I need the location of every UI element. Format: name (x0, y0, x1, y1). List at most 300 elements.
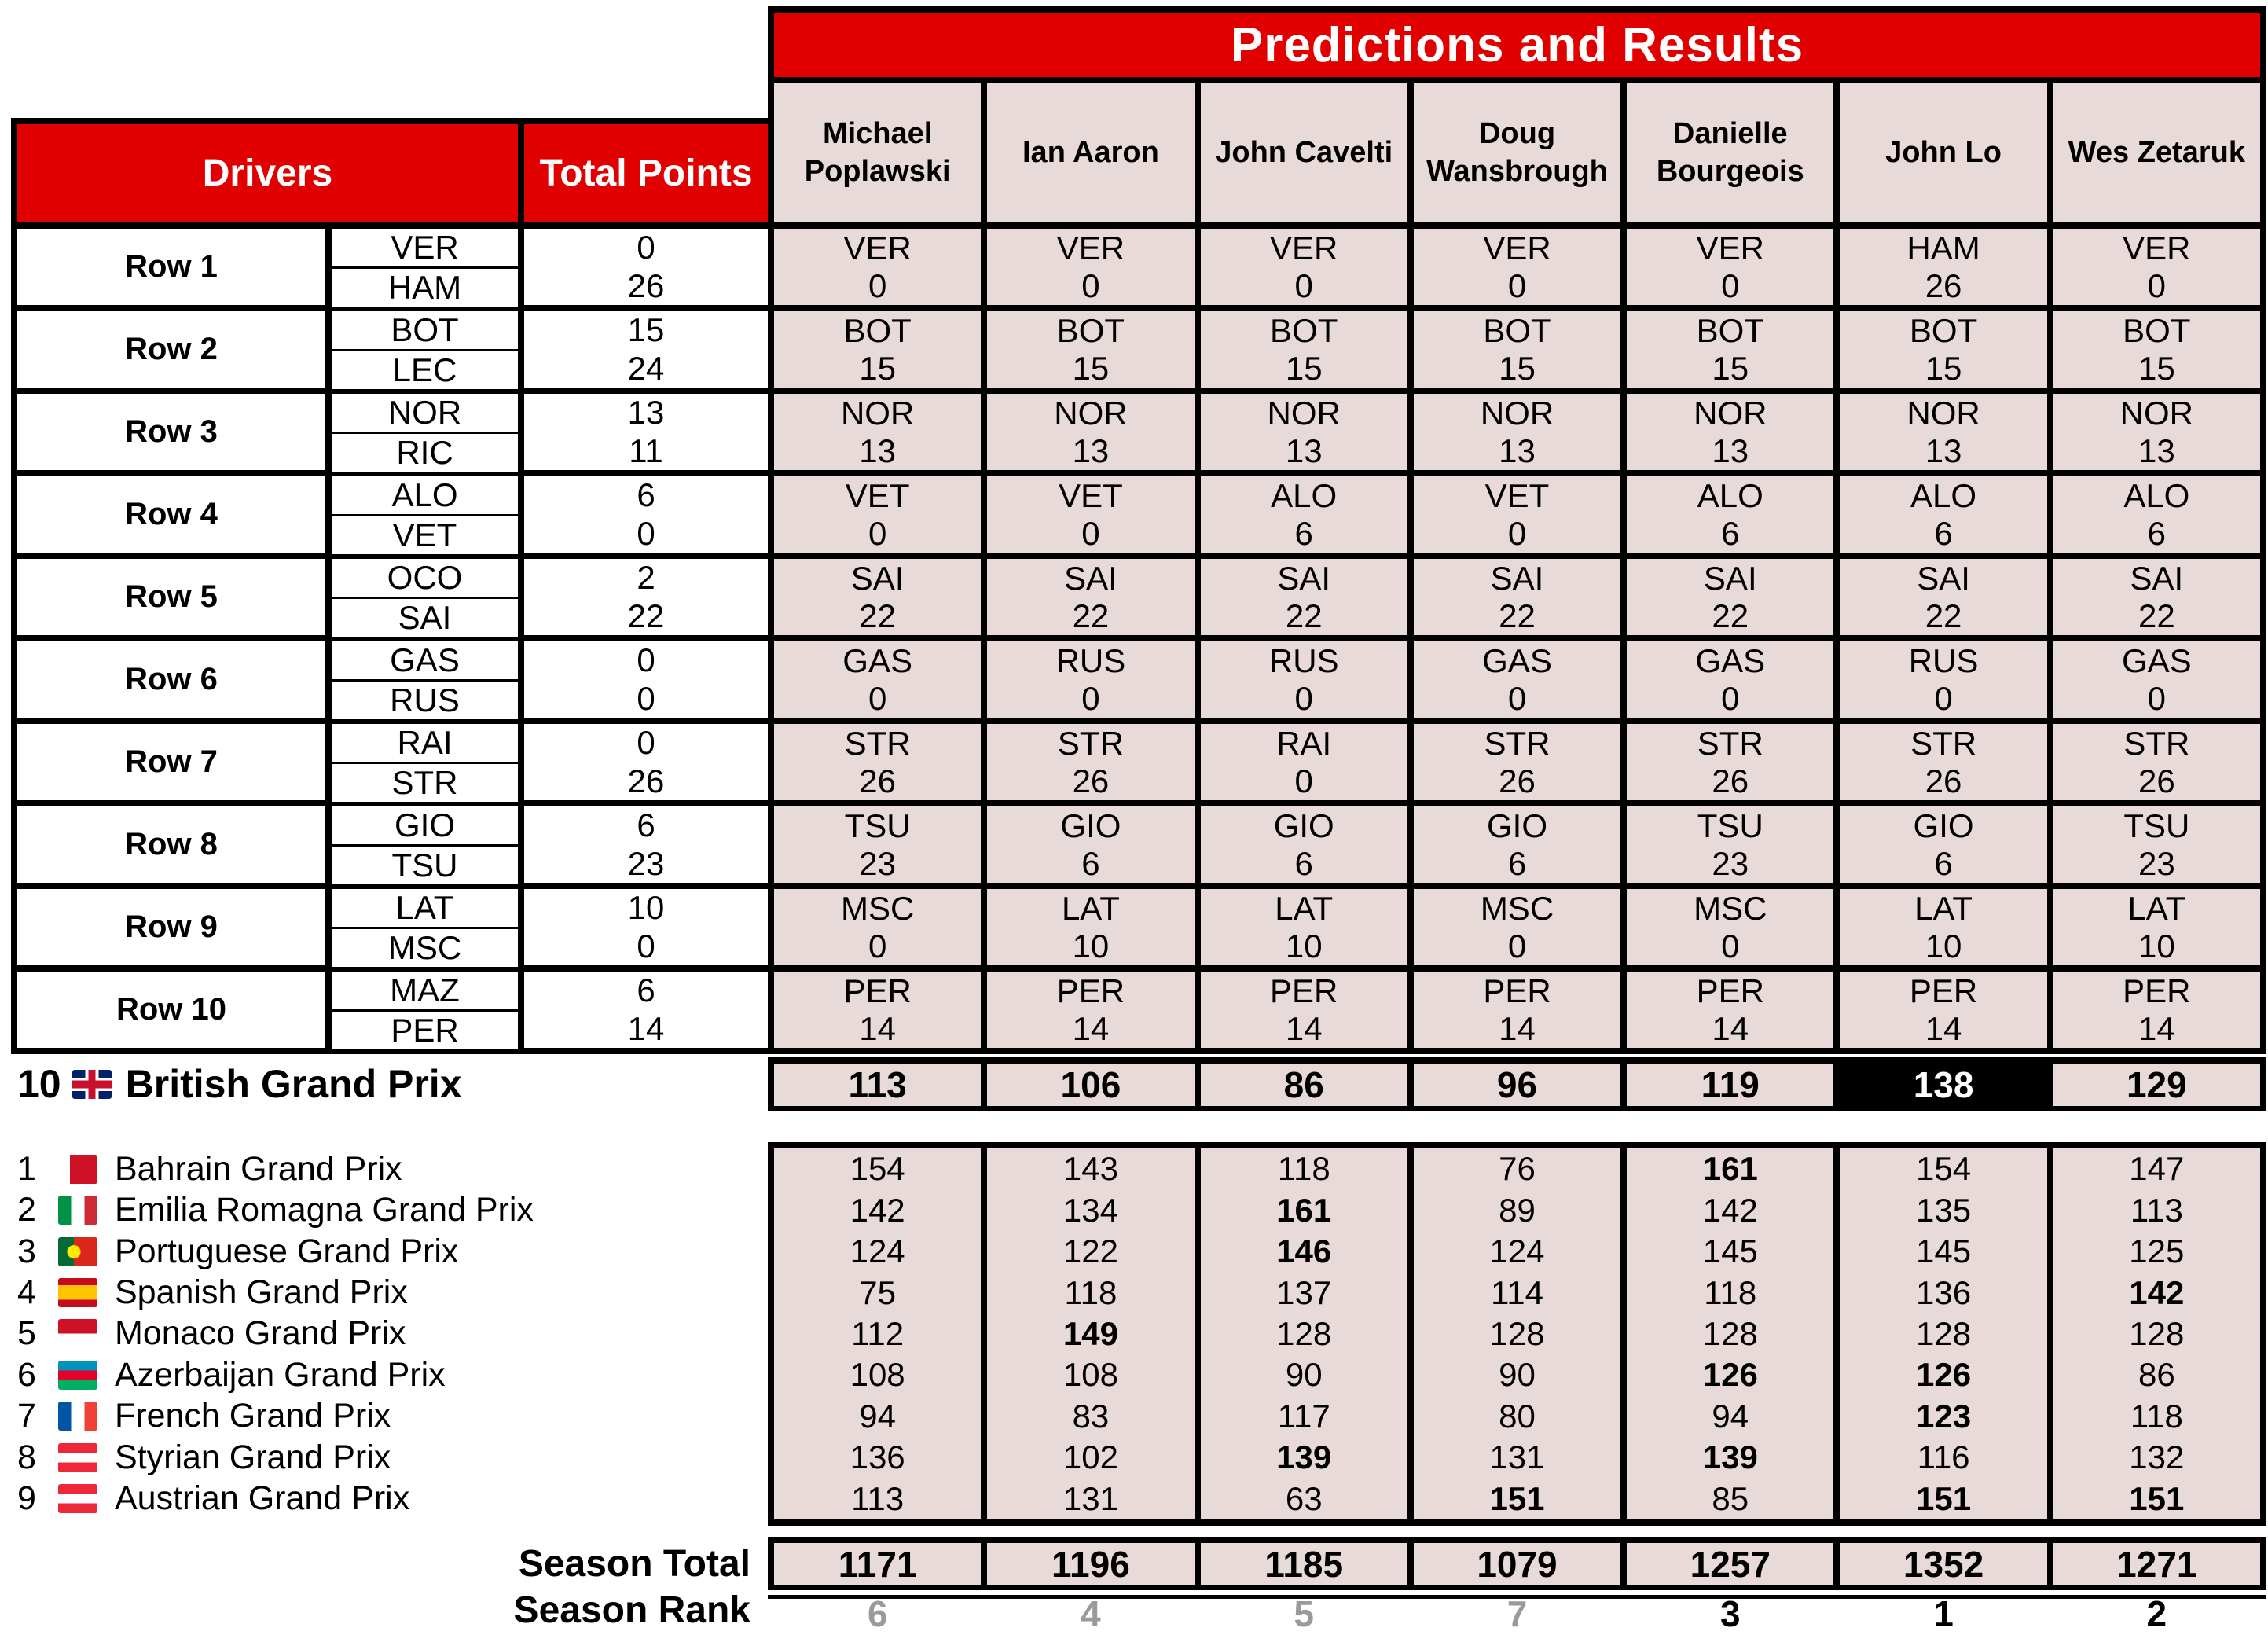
prediction-cell (1627, 394, 1833, 470)
driver-total-points (524, 476, 768, 553)
driver-code: HAM (332, 269, 518, 307)
prediction-cell (1840, 724, 2046, 800)
race-score: 136 (850, 1438, 905, 1476)
race-score: 147 (2129, 1150, 2185, 1188)
prediction-points: 14 (2138, 1009, 2175, 1047)
points-value: 10 (627, 889, 665, 927)
race-score: 118 (1064, 1273, 1117, 1311)
race-score: 134 (1062, 1191, 1118, 1229)
prediction-driver-code: PER (843, 972, 912, 1009)
driver-code: NOR (332, 394, 518, 432)
prediction-points: 6 (1294, 514, 1313, 552)
prediction-cell (1627, 311, 1833, 388)
race-name: Austrian Grand Prix (115, 1479, 410, 1518)
race-score: 142 (850, 1191, 905, 1229)
prediction-driver-code: NOR (1054, 394, 1128, 432)
race-score: 89 (1499, 1191, 1536, 1229)
row-group-label: Row 3 (17, 394, 325, 470)
race-score: 113 (2130, 1191, 2183, 1229)
race-total-highlighted: 138 (1840, 1064, 2046, 1106)
prediction-driver-code: BOT (2123, 311, 2191, 349)
race-score: 128 (1702, 1314, 1758, 1352)
prediction-points: 22 (1499, 597, 1536, 634)
race-score: 124 (1489, 1233, 1545, 1270)
prediction-cell (1627, 559, 1833, 635)
driver-code: GAS (332, 641, 518, 679)
prediction-cell (2053, 724, 2260, 800)
prediction-driver-code: VER (1483, 229, 1551, 266)
race-row (17, 1189, 764, 1230)
race-row (17, 1479, 764, 1519)
driver-total-points (524, 394, 768, 470)
points-value: 13 (627, 394, 665, 432)
drivers-table (11, 118, 774, 1054)
prediction-driver-code: TSU (2123, 806, 2190, 844)
driver-code: BOT (332, 311, 518, 349)
prediction-points: 10 (2138, 927, 2175, 964)
prediction-cell (2053, 476, 2260, 553)
current-race-name: British Grand Prix (125, 1062, 462, 1106)
prediction-driver-code: SAI (850, 559, 905, 597)
race-score: 118 (2130, 1397, 2183, 1435)
race-score: 122 (1062, 1233, 1118, 1270)
prediction-cell (987, 724, 1194, 800)
prediction-driver-code: VER (843, 229, 912, 266)
prediction-cell (1414, 559, 1620, 635)
prediction-driver-code: BOT (1056, 311, 1125, 349)
prediction-points: 0 (1507, 927, 1527, 964)
prediction-driver-code: GAS (1482, 641, 1552, 679)
prediction-points: 13 (1285, 432, 1323, 469)
prediction-driver-code: BOT (843, 311, 912, 349)
current-race-label (17, 1057, 764, 1111)
driver-code-stack (332, 394, 518, 470)
prediction-cell (1627, 724, 1833, 800)
driver-total-points (524, 311, 768, 388)
points-value: 0 (637, 641, 655, 679)
prediction-driver-code: SAI (1703, 559, 1757, 597)
flag-bh-icon (58, 1155, 97, 1184)
prediction-driver-code: SAI (1064, 559, 1117, 597)
driver-code: LAT (332, 889, 518, 927)
prediction-cell (774, 229, 981, 305)
season-total-label: Season Total (518, 1542, 750, 1585)
points-value: 26 (627, 762, 665, 799)
prediction-points: 23 (1712, 844, 1749, 882)
prediction-points: 0 (868, 514, 887, 552)
points-value: 23 (627, 844, 665, 882)
prediction-driver-code: NOR (840, 394, 915, 432)
driver-code: MSC (332, 929, 518, 967)
points-value: 0 (637, 927, 655, 964)
prediction-driver-code: STR (844, 724, 911, 762)
race-total: 106 (987, 1064, 1194, 1106)
prediction-cell (1201, 229, 1407, 305)
race-score-best: 139 (1702, 1438, 1758, 1476)
race-number: 9 (17, 1479, 36, 1518)
race-score-best: 126 (1916, 1356, 1972, 1394)
season-total-value: 1185 (1201, 1543, 1407, 1585)
prediction-cell (774, 476, 981, 553)
season-total-value: 1271 (2053, 1543, 2260, 1585)
prediction-driver-code: PER (2123, 972, 2191, 1009)
race-score: 128 (1489, 1314, 1545, 1352)
prediction-cell (774, 724, 981, 800)
prediction-driver-code: PER (1270, 972, 1338, 1009)
race-number: 1 (17, 1149, 36, 1188)
prediction-driver-code: RUS (1268, 641, 1339, 679)
prediction-cell (774, 641, 981, 718)
race-score: 63 (1285, 1479, 1323, 1517)
driver-code: RAI (332, 724, 518, 762)
prediction-points: 26 (1499, 762, 1536, 799)
player-header: John Lo (1840, 83, 2046, 222)
race-row (17, 1231, 764, 1272)
row-group-label: Row 6 (17, 641, 325, 718)
prediction-driver-code: SAI (1490, 559, 1544, 597)
prediction-cell (2053, 889, 2260, 965)
race-score: 145 (1916, 1233, 1972, 1270)
prediction-driver-code: VER (2123, 229, 2191, 266)
prediction-driver-code: LAT (1061, 889, 1120, 927)
prediction-driver-code: RAI (1276, 724, 1332, 762)
prediction-cell (1201, 889, 1407, 965)
prediction-cell (1840, 229, 2046, 305)
prediction-points: 26 (1925, 266, 1962, 304)
prediction-points: 14 (1925, 1009, 1962, 1047)
prediction-cell (774, 559, 981, 635)
driver-code-stack (332, 889, 518, 965)
race-score: 131 (1489, 1438, 1545, 1476)
prediction-points: 0 (1934, 679, 1953, 717)
points-value: 6 (637, 972, 655, 1009)
player-header: John Cavelti (1201, 83, 1407, 222)
prediction-cell (1201, 641, 1407, 718)
prediction-cell (987, 394, 1194, 470)
prediction-points: 26 (1712, 762, 1749, 799)
prediction-driver-code: PER (1909, 972, 1978, 1009)
race-row (17, 1314, 764, 1354)
flag-fr-icon (58, 1402, 97, 1431)
prediction-driver-code: GAS (842, 641, 912, 679)
prediction-points: 26 (859, 762, 896, 799)
race-score: 128 (2129, 1314, 2185, 1352)
race-number: 7 (17, 1397, 36, 1435)
prediction-points: 22 (2138, 597, 2175, 634)
prediction-driver-code: PER (1483, 972, 1551, 1009)
predictions-banner: Predictions and Results (774, 13, 2260, 77)
prediction-cell (987, 889, 1194, 965)
prediction-cell (1627, 889, 1833, 965)
prediction-cell (1414, 724, 1620, 800)
prediction-cell (774, 806, 981, 883)
prediction-points: 0 (1507, 266, 1527, 304)
race-score: 131 (1062, 1479, 1118, 1517)
season-rank-value: 7 (1506, 1593, 1528, 1634)
prediction-cell (1627, 229, 1833, 305)
season-total-value: 1352 (1840, 1543, 2046, 1585)
prediction-cell (1840, 311, 2046, 388)
prediction-points: 10 (1072, 927, 1110, 964)
flag-mc-icon (58, 1319, 97, 1348)
prediction-driver-code: GIO (1273, 806, 1334, 844)
player-header: Michael Poplawski (774, 83, 981, 222)
prediction-driver-code: TSU (1697, 806, 1763, 844)
driver-code: VER (332, 229, 518, 266)
points-value: 0 (637, 724, 655, 762)
row-group-label: Row 10 (17, 972, 325, 1048)
flag-pt-icon (58, 1237, 97, 1266)
prediction-cell (2053, 559, 2260, 635)
prediction-cell (774, 394, 981, 470)
race-score-best: 146 (1276, 1233, 1332, 1270)
predictions-table (768, 6, 2266, 1054)
prediction-driver-code: NOR (1694, 394, 1767, 432)
race-score-best: 151 (1916, 1479, 1972, 1517)
prediction-driver-code: VER (1270, 229, 1338, 266)
player-race-scores-column (774, 1148, 981, 1519)
race-score: 128 (1276, 1314, 1332, 1352)
race-total: 113 (774, 1064, 981, 1106)
race-score: 117 (1277, 1397, 1330, 1435)
prediction-driver-code: GAS (1695, 641, 1766, 679)
total-points-header: Total Points (524, 124, 768, 222)
points-value: 2 (637, 559, 655, 597)
prediction-driver-code: VET (845, 476, 910, 514)
points-value: 26 (627, 266, 665, 304)
prediction-points: 22 (1712, 597, 1749, 634)
race-score: 113 (851, 1479, 905, 1517)
prediction-cell (987, 806, 1194, 883)
prediction-points: 6 (1721, 514, 1740, 552)
current-race-totals-row (768, 1057, 2266, 1111)
prediction-cell (987, 641, 1194, 718)
race-total: 129 (2053, 1064, 2260, 1106)
player-race-scores-column (2053, 1148, 2260, 1519)
prediction-points: 13 (1712, 432, 1749, 469)
prediction-points: 22 (1925, 597, 1962, 634)
race-number: 5 (17, 1314, 36, 1353)
prediction-points: 0 (868, 927, 887, 964)
prediction-driver-code: STR (1484, 724, 1551, 762)
prediction-points: 0 (2147, 679, 2167, 717)
prediction-cell (1201, 311, 1407, 388)
race-row (17, 1354, 764, 1395)
race-score: 118 (1704, 1273, 1757, 1311)
prediction-points: 0 (1507, 679, 1527, 717)
player-race-scores-column (1627, 1148, 1833, 1519)
prediction-points: 10 (1925, 927, 1962, 964)
race-score-best: 151 (2129, 1479, 2185, 1517)
prediction-cell (1414, 641, 1620, 718)
race-score: 102 (1062, 1438, 1118, 1476)
race-row (17, 1396, 764, 1437)
season-total-value: 1196 (987, 1543, 1194, 1585)
prediction-driver-code: LAT (2127, 889, 2186, 927)
prediction-driver-code: TSU (844, 806, 911, 844)
prediction-driver-code: BOT (1909, 311, 1978, 349)
race-score: 108 (1062, 1356, 1118, 1394)
prediction-points: 6 (1934, 514, 1953, 552)
prediction-driver-code: NOR (1907, 394, 1980, 432)
prediction-driver-code: GAS (2121, 641, 2192, 679)
prediction-points: 15 (1285, 349, 1323, 387)
prediction-cell (1414, 476, 1620, 553)
prediction-points: 0 (868, 266, 887, 304)
race-score: 85 (1712, 1479, 1749, 1517)
race-score: 90 (1285, 1356, 1323, 1394)
driver-total-points (524, 806, 768, 883)
points-value: 0 (637, 514, 655, 552)
prediction-driver-code: NOR (2119, 394, 2194, 432)
prediction-points: 14 (1712, 1009, 1749, 1047)
prediction-driver-code: STR (2123, 724, 2190, 762)
race-score: 114 (1491, 1273, 1543, 1311)
prediction-points: 13 (1072, 432, 1110, 469)
points-value: 0 (637, 679, 655, 717)
prediction-driver-code: BOT (1483, 311, 1551, 349)
race-score: 112 (851, 1314, 905, 1352)
prediction-cell (2053, 806, 2260, 883)
driver-code: MAZ (332, 972, 518, 1009)
prediction-cell (1201, 476, 1407, 553)
driver-code: OCO (332, 559, 518, 597)
race-number: 4 (17, 1273, 36, 1312)
prediction-points: 0 (1721, 679, 1740, 717)
player-race-scores-column (987, 1148, 1194, 1519)
race-total: 119 (1627, 1064, 1833, 1106)
prediction-driver-code: ALO (1910, 476, 1977, 514)
prediction-cell (1201, 972, 1407, 1048)
flag-at-icon (58, 1443, 97, 1472)
prediction-points: 0 (1294, 762, 1313, 799)
race-score: 86 (2138, 1356, 2175, 1394)
prediction-cell (774, 311, 981, 388)
prediction-cell (1414, 311, 1620, 388)
prediction-cell (2053, 641, 2260, 718)
prediction-points: 0 (2147, 266, 2167, 304)
prediction-cell (987, 972, 1194, 1048)
prediction-points: 6 (1081, 844, 1100, 882)
prediction-driver-code: BOT (1696, 311, 1764, 349)
prediction-driver-code: ALO (1697, 476, 1763, 514)
driver-total-points (524, 559, 768, 635)
prediction-driver-code: SAI (1277, 559, 1331, 597)
prediction-cell (987, 476, 1194, 553)
season-rank-value: 2 (2146, 1593, 2167, 1634)
prediction-cell (1627, 641, 1833, 718)
prediction-driver-code: VER (1696, 229, 1764, 266)
prediction-points: 26 (1072, 762, 1110, 799)
race-score: 154 (1916, 1150, 1972, 1188)
driver-total-points (524, 724, 768, 800)
driver-total-points (524, 889, 768, 965)
driver-code-stack (332, 229, 518, 305)
season-rank-label: Season Rank (513, 1589, 750, 1631)
race-name: Portuguese Grand Prix (115, 1232, 459, 1270)
prediction-points: 0 (1721, 266, 1740, 304)
prediction-driver-code: ALO (1271, 476, 1338, 514)
prediction-cell (1201, 724, 1407, 800)
race-number: 3 (17, 1232, 36, 1270)
prediction-points: 0 (868, 679, 887, 717)
prediction-cell (1840, 889, 2046, 965)
flag-at-icon (58, 1484, 97, 1513)
player-header: Doug Wansbrough (1414, 83, 1620, 222)
driver-code: RUS (332, 682, 518, 719)
prediction-driver-code: RUS (1055, 641, 1126, 679)
race-total: 96 (1414, 1064, 1620, 1106)
prediction-points: 0 (1721, 927, 1740, 964)
prediction-points: 15 (2138, 349, 2175, 387)
flag-es-icon (58, 1278, 97, 1307)
prediction-cell (1627, 476, 1833, 553)
prediction-driver-code: VET (1059, 476, 1123, 514)
season-totals-row (768, 1537, 2266, 1590)
prediction-points: 0 (1081, 266, 1100, 304)
race-score: 118 (1277, 1150, 1330, 1188)
prediction-points: 22 (859, 597, 896, 634)
race-name: Bahrain Grand Prix (115, 1149, 402, 1188)
player-header: Danielle Bourgeois (1627, 83, 1833, 222)
points-value: 11 (629, 432, 663, 469)
prediction-points: 0 (1081, 679, 1100, 717)
prediction-driver-code: HAM (1907, 229, 1980, 266)
points-value: 6 (637, 806, 655, 844)
prediction-cell (1414, 889, 1620, 965)
prediction-points: 14 (1285, 1009, 1323, 1047)
prediction-cell (1201, 559, 1407, 635)
driver-code-stack (332, 972, 518, 1048)
points-value: 6 (637, 476, 655, 514)
prediction-points: 6 (2147, 514, 2167, 552)
prediction-points: 23 (2138, 844, 2175, 882)
driver-code: VET (332, 516, 518, 554)
prediction-driver-code: GIO (1060, 806, 1121, 844)
prediction-driver-code: MSC (1694, 889, 1767, 927)
prediction-points: 0 (1507, 514, 1527, 552)
race-score-best: 139 (1276, 1438, 1332, 1476)
season-rank-value: 1 (1933, 1593, 1954, 1634)
prediction-cell (1840, 806, 2046, 883)
race-score: 145 (1702, 1233, 1758, 1270)
prediction-cell (1414, 972, 1620, 1048)
race-name: Spanish Grand Prix (115, 1273, 408, 1312)
driver-code: RIC (332, 434, 518, 472)
prediction-cell (2053, 394, 2260, 470)
prediction-points: 6 (1294, 844, 1313, 882)
race-score: 108 (850, 1356, 905, 1394)
driver-total-points (524, 972, 768, 1048)
race-row (17, 1148, 764, 1189)
season-rank-value: 6 (867, 1593, 888, 1634)
prediction-points: 15 (1499, 349, 1536, 387)
race-name: Emilia Romagna Grand Prix (115, 1191, 534, 1229)
race-score-best: 126 (1702, 1356, 1758, 1394)
row-group-label: Row 9 (17, 889, 325, 965)
race-score: 124 (850, 1233, 905, 1270)
race-score: 142 (1702, 1191, 1758, 1229)
prediction-cell (2053, 229, 2260, 305)
season-rank-value: 3 (1719, 1593, 1741, 1634)
driver-code-stack (332, 559, 518, 635)
prediction-points: 22 (1072, 597, 1110, 634)
prediction-driver-code: PER (1696, 972, 1764, 1009)
player-race-scores-column (1840, 1148, 2046, 1519)
uk-flag-icon (72, 1070, 112, 1099)
driver-total-points (524, 641, 768, 718)
row-group-label: Row 4 (17, 476, 325, 553)
